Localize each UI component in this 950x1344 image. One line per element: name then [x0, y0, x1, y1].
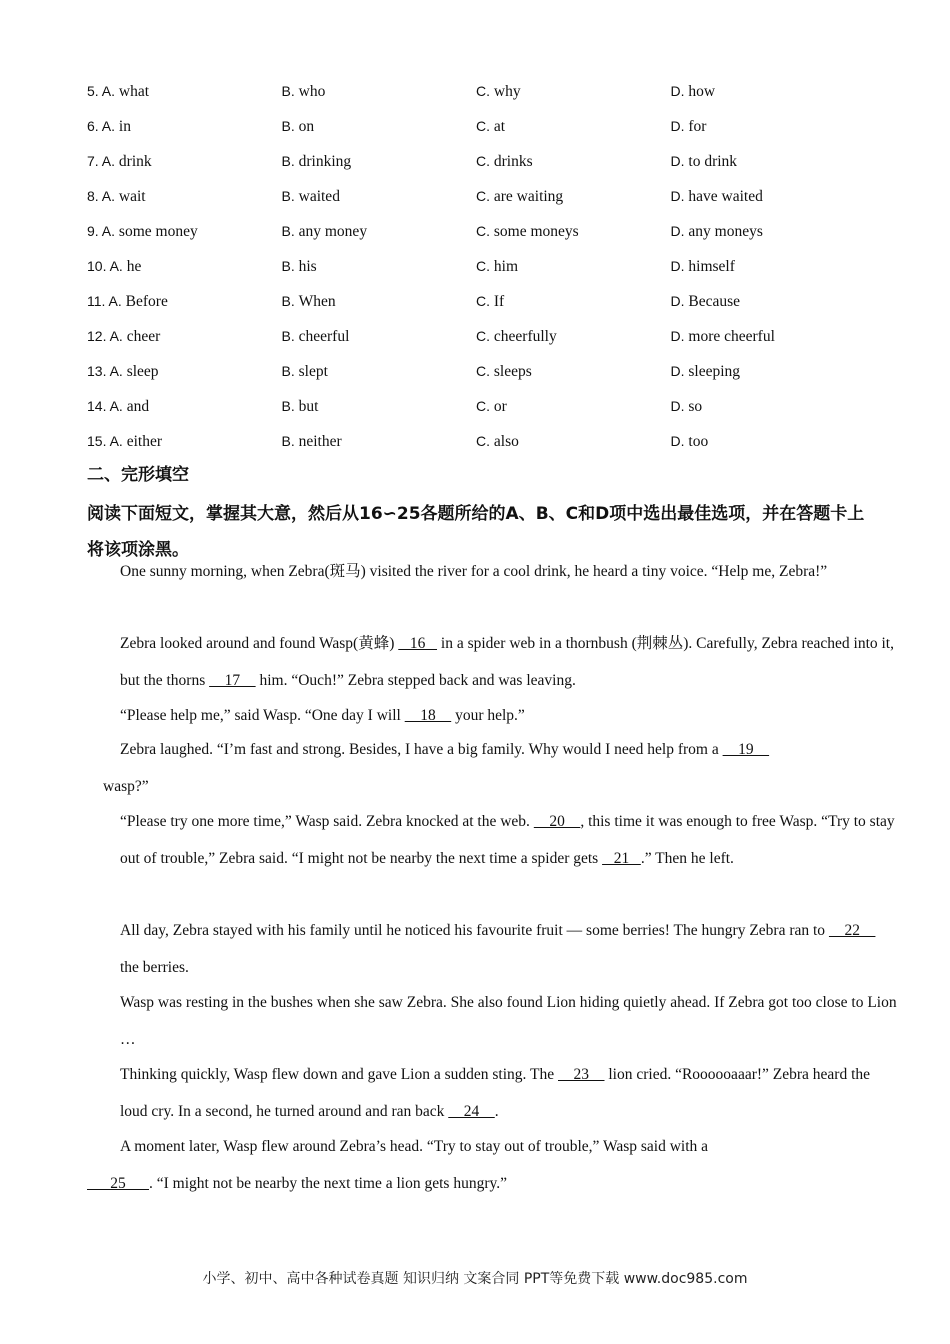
option-text: what [118, 82, 150, 100]
option-text: drinking [298, 152, 352, 170]
option-text: If [493, 293, 505, 311]
blank-17: 17 [209, 672, 256, 689]
option-label: B. [281, 152, 299, 169]
option-b [282, 223, 477, 241]
option-text: sleep [126, 363, 159, 381]
passage-paragraph-1: One sunny morning, when Zebra(斑马) visited the river for a cool drink, he heard a tiny voice. “Help me, Zebra!” [120, 563, 828, 580]
blank-25: 25 [87, 1175, 149, 1192]
option-label: C. [476, 363, 494, 380]
option-a [87, 328, 282, 346]
option-label: D. [670, 222, 689, 239]
option-label: 5. A. [87, 82, 119, 99]
option-row [87, 320, 887, 355]
option-label: D. [670, 152, 689, 169]
blank-24: 24 [448, 1103, 495, 1120]
option-d [671, 433, 866, 451]
option-text: how [688, 82, 716, 100]
footer: 小学、初中、高中各种试卷真题 知识归纳 文案合同 PPT等免费下载 www.doc985.com [202, 1271, 748, 1287]
option-d [671, 188, 866, 206]
option-text: him [493, 258, 519, 276]
passage-paragraph-7: Wasp was resting in the bushes when she saw Zebra. She also found Lion hiding quietly ahead. If Zebra got too close to Lion … [120, 994, 897, 1048]
option-text: or [493, 398, 507, 416]
option-label: 7. A. [87, 152, 119, 169]
blank-22: 22 [828, 922, 876, 939]
option-label: D. [670, 258, 689, 275]
option-b [282, 433, 477, 451]
passage-paragraph-2: Zebra looked around and found Wasp(黄蜂) 16 in a spider web in a thornbush (荆棘丛). Carefully, Zebra reached into it, but the thorns 17 him. “Ouch!” Zebra stepped back and was leaving. [120, 635, 894, 689]
option-text: for [688, 117, 707, 135]
option-label: B. [281, 293, 299, 310]
option-text: some moneys [493, 222, 579, 240]
option-text: slept [298, 363, 328, 381]
section-title: 二、完形填空 [87, 465, 189, 485]
blank-21: 21 [602, 850, 641, 867]
option-label: 12. A. [87, 328, 127, 345]
option-label: D. [670, 398, 689, 415]
option-label: C. [476, 433, 494, 450]
option-c [476, 433, 671, 451]
option-label: D. [670, 363, 689, 380]
option-row [87, 214, 887, 249]
option-label: C. [476, 82, 494, 99]
option-b [282, 328, 477, 346]
option-text: either [126, 433, 162, 451]
option-d [671, 293, 866, 311]
option-b [282, 118, 477, 136]
option-text: in [118, 117, 131, 135]
blank-16: 16 [398, 635, 438, 652]
option-a [87, 118, 282, 136]
option-text: on [298, 117, 315, 135]
option-a [87, 433, 282, 451]
option-text: any money [298, 222, 368, 240]
option-a [87, 223, 282, 241]
option-d [671, 118, 866, 136]
option-label: 8. A. [87, 187, 119, 204]
option-label: B. [281, 258, 299, 275]
option-row [87, 355, 887, 390]
option-a [87, 398, 282, 416]
option-label: 13. A. [87, 363, 127, 380]
option-text: to drink [688, 152, 738, 170]
option-d [671, 83, 866, 101]
option-text: also [493, 433, 519, 451]
option-text: neither [298, 433, 342, 451]
option-text: are waiting [493, 187, 564, 205]
option-b [282, 258, 477, 276]
option-text: cheerful [298, 328, 350, 346]
option-c [476, 258, 671, 276]
option-label: C. [476, 293, 494, 310]
option-text: Before [125, 293, 168, 311]
option-text: waited [298, 187, 340, 205]
option-a [87, 258, 282, 276]
blank-20: 20 [533, 813, 581, 830]
option-text: himself [688, 258, 735, 276]
blank-23: 23 [558, 1066, 605, 1083]
option-row [87, 109, 887, 144]
option-b [282, 188, 477, 206]
option-d [671, 328, 866, 346]
option-label: B. [281, 187, 299, 204]
option-label: B. [281, 328, 299, 345]
option-label: B. [281, 433, 299, 450]
option-d [671, 153, 866, 171]
option-c [476, 188, 671, 206]
option-text: wait [118, 187, 146, 205]
option-a [87, 188, 282, 206]
option-b [282, 153, 477, 171]
instructions: 阅读下面短文，掌握其大意，然后从16∽25各题所给的A、B、C和D项中选出最佳选项，并在答题卡上将该项涂黑。 [87, 504, 865, 560]
option-label: C. [476, 398, 494, 415]
option-c [476, 83, 671, 101]
passage-paragraph-3: “Please help me,” said Wasp. “One day I will 18 your help.” [120, 707, 525, 724]
option-label: 10. A. [87, 258, 127, 275]
option-label: B. [281, 117, 299, 134]
option-label: B. [281, 363, 299, 380]
option-text: and [126, 398, 150, 416]
option-label: 15. A. [87, 433, 127, 450]
option-text: but [298, 398, 319, 416]
option-c [476, 293, 671, 311]
option-text: too [688, 433, 709, 451]
option-row [87, 285, 887, 320]
option-label: 11. A. [87, 293, 126, 310]
option-text: cheer [126, 328, 161, 346]
option-text: he [126, 258, 142, 276]
blank-19: 19 [722, 741, 770, 758]
option-label: D. [670, 117, 689, 134]
option-text: his [298, 258, 317, 276]
option-c [476, 328, 671, 346]
option-text: drinks [493, 152, 533, 170]
option-b [282, 293, 477, 311]
option-label: C. [476, 117, 494, 134]
option-label: C. [476, 152, 494, 169]
option-text: drink [118, 152, 152, 170]
option-label: 6. A. [87, 117, 119, 134]
option-label: D. [670, 433, 689, 450]
option-text: When [298, 293, 336, 311]
option-text: so [688, 398, 703, 416]
option-label: B. [281, 398, 299, 415]
option-a [87, 153, 282, 171]
option-row [87, 144, 887, 179]
option-row [87, 179, 887, 214]
option-d [671, 258, 866, 276]
option-a [87, 83, 282, 101]
option-text: who [298, 82, 326, 100]
option-c [476, 118, 671, 136]
passage-paragraph-4-cont: wasp?” [103, 778, 149, 795]
option-b [282, 363, 477, 381]
option-label: C. [476, 258, 494, 275]
option-text: why [493, 82, 521, 100]
option-row [87, 425, 887, 460]
option-c [476, 153, 671, 171]
option-row [87, 74, 887, 109]
option-label: D. [670, 293, 689, 310]
option-row [87, 249, 887, 284]
option-label: B. [281, 222, 299, 239]
option-c [476, 398, 671, 416]
option-label: D. [670, 187, 689, 204]
passage-paragraph-5: “Please try one more time,” Wasp said. Zebra knocked at the web. 20 , this time it was enough to free Wasp. “Try to stay out of trouble,” Zebra said. “I might not be nearby the next time a spider gets 21 .” Then he left. [120, 813, 895, 867]
option-label: 9. A. [87, 222, 119, 239]
option-text: sleeping [688, 363, 741, 381]
passage-paragraph-4: Zebra laughed. “I’m fast and strong. Besides, I have a big family. Why would I need help from a 19 [120, 741, 770, 758]
option-a [87, 363, 282, 381]
passage-paragraph-9-cont: 25 . “I might not be nearby the next time a lion gets hungry.” [87, 1175, 507, 1192]
option-b [282, 83, 477, 101]
passage-paragraph-8: Thinking quickly, Wasp flew down and gave Lion a sudden sting. The 23 lion cried. “Roooooaaar!” Zebra heard the loud cry. In a second, he turned around and ran back 24 . [120, 1066, 871, 1120]
option-text: Because [688, 293, 741, 311]
option-text: have waited [688, 187, 763, 205]
option-d [671, 363, 866, 381]
option-row [87, 390, 887, 425]
passage-paragraph-6: All day, Zebra stayed with his family until he noticed his favourite fruit — some berries! The hungry Zebra ran to 22 the berries. [120, 922, 876, 976]
option-label: C. [476, 187, 494, 204]
option-c [476, 223, 671, 241]
passage-paragraph-9: A moment later, Wasp flew around Zebra’s head. “Try to stay out of trouble,” Wasp said with a [120, 1138, 709, 1155]
option-label: D. [670, 328, 689, 345]
option-label: D. [670, 82, 689, 99]
option-b [282, 398, 477, 416]
option-label: C. [476, 222, 494, 239]
option-label: B. [281, 82, 299, 99]
options-table [87, 74, 887, 460]
option-d [671, 398, 866, 416]
option-text: some money [118, 222, 198, 240]
option-text: any moneys [688, 222, 763, 240]
option-c [476, 363, 671, 381]
option-text: sleeps [493, 363, 532, 381]
option-text: cheerfully [493, 328, 557, 346]
option-d [671, 223, 866, 241]
option-label: 14. A. [87, 398, 127, 415]
blank-18: 18 [404, 707, 452, 724]
option-label: C. [476, 328, 494, 345]
option-text: more cheerful [688, 328, 775, 346]
option-text: at [493, 117, 506, 135]
option-a [87, 293, 282, 311]
